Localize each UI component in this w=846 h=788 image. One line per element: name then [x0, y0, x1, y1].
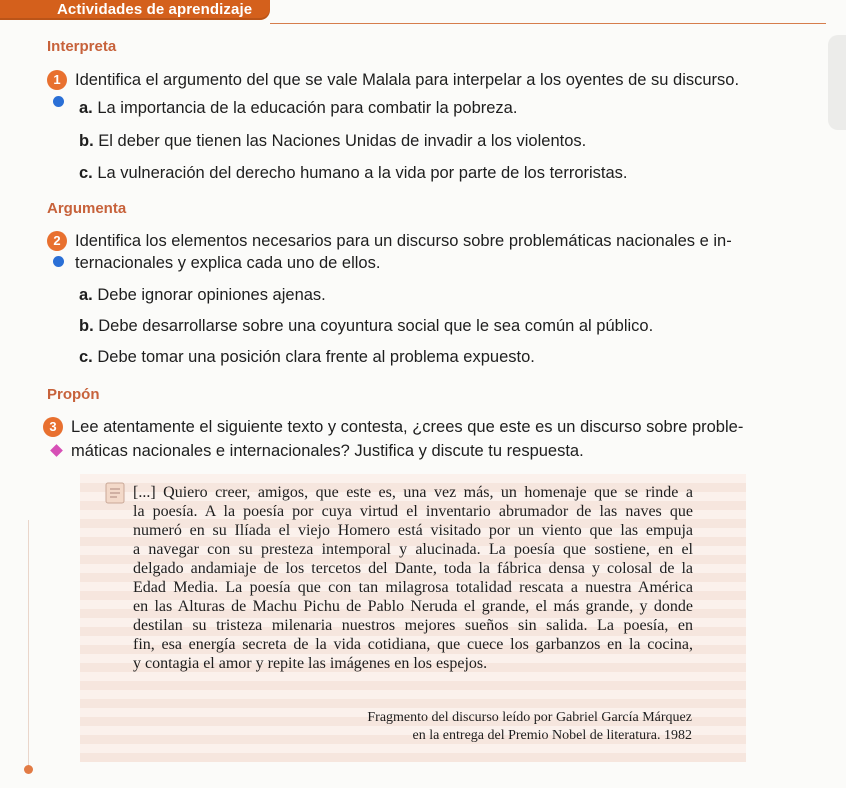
quote-line: fin, esa energía secreta de la vida cotidiana, que cuece los garbanzos en la cocina,	[133, 636, 693, 653]
question-1-text: Identifica el argumento del que se vale Malala para interpelar a los oyentes de su discurso.	[75, 71, 740, 89]
quote-line: y contagia el amor y repite las imágenes en los espejos.	[133, 655, 488, 672]
question-3-text-line-1: Lee atentamente el siguiente texto y contesta, ¿crees que este es un discurso sobre proble-	[71, 418, 744, 436]
quote-line: numeró en su Ilíada el viejo Homero está visitado por un viento que las empuja	[133, 522, 693, 539]
bullet-dot-icon	[53, 256, 64, 267]
header-divider	[270, 23, 826, 24]
section-interpreta: Interpreta	[47, 38, 117, 55]
question-1-number: 1	[47, 70, 67, 90]
quote-line: [...] Quiero creer, amigos, que este es, una vez más, un homenaje que se rinde a	[133, 484, 693, 501]
page-title: Actividades de aprendizaje	[57, 1, 253, 18]
quote-line: la poesía. A la poesía por cuya virtud el inventario abrumador de las naves que	[133, 503, 693, 520]
question-2-number: 2	[47, 231, 67, 251]
section-argumenta: Argumenta	[47, 200, 127, 217]
q2-option-a: a. Debe ignorar opiniones ajenas.	[79, 286, 326, 304]
question-2-text-line-2: ternacionales y explica cada uno de ellos.	[75, 254, 381, 272]
quote-line: en las Alturas de Machu Pichu de Pablo Neruda el grande, el más grande, y donde	[133, 598, 693, 615]
quote-line: a navegar con su presteza intemporal y alucinada. La poesía que sostiene, en el	[133, 541, 693, 558]
diamond-bullet-icon	[50, 444, 63, 457]
quote-line: delgado andamiaje de los tercetos del Dante, toda la fábrica densa y colosal de la	[133, 560, 693, 577]
margin-dot-icon	[24, 765, 33, 774]
page-edge-tab	[828, 35, 846, 130]
question-3-number: 3	[43, 417, 63, 437]
q1-option-c: c. La vulneración del derecho humano a la vida por parte de los terroristas.	[79, 164, 628, 182]
margin-line	[28, 520, 29, 766]
question-2-text-line-1: Identifica los elementos necesarios para un discurso sobre problemáticas nacionales e in-	[75, 232, 732, 250]
quote-caption-line-1: Fragmento del discurso leído por Gabriel García Márquez	[367, 710, 692, 725]
bullet-dot-icon	[53, 96, 64, 107]
quote-caption-line-2: en la entrega del Premio Nobel de literatura. 1982	[412, 728, 692, 743]
section-propon: Propón	[47, 386, 100, 403]
q2-option-c: c. Debe tomar una posición clara frente al problema expuesto.	[79, 348, 535, 366]
q1-option-a: a. La importancia de la educación para combatir la pobreza.	[79, 99, 518, 117]
q1-option-b: b. El deber que tienen las Naciones Unidas de invadir a los violentos.	[79, 132, 587, 150]
quote-line: destilan su tristeza milenaria nuestros mejores sueños sin salida. La poesía, en	[133, 617, 693, 634]
question-3-text-line-2: máticas nacionales e internacionales? Justifica y discute tu respuesta.	[71, 442, 584, 460]
quote-line: Edad Media. La poesía que con tan milagrosa totalidad rescata a nuestra América	[133, 579, 693, 596]
document-icon	[105, 482, 125, 504]
q2-option-b: b. Debe desarrollarse sobre una coyuntura social que le sea común al público.	[79, 317, 654, 335]
